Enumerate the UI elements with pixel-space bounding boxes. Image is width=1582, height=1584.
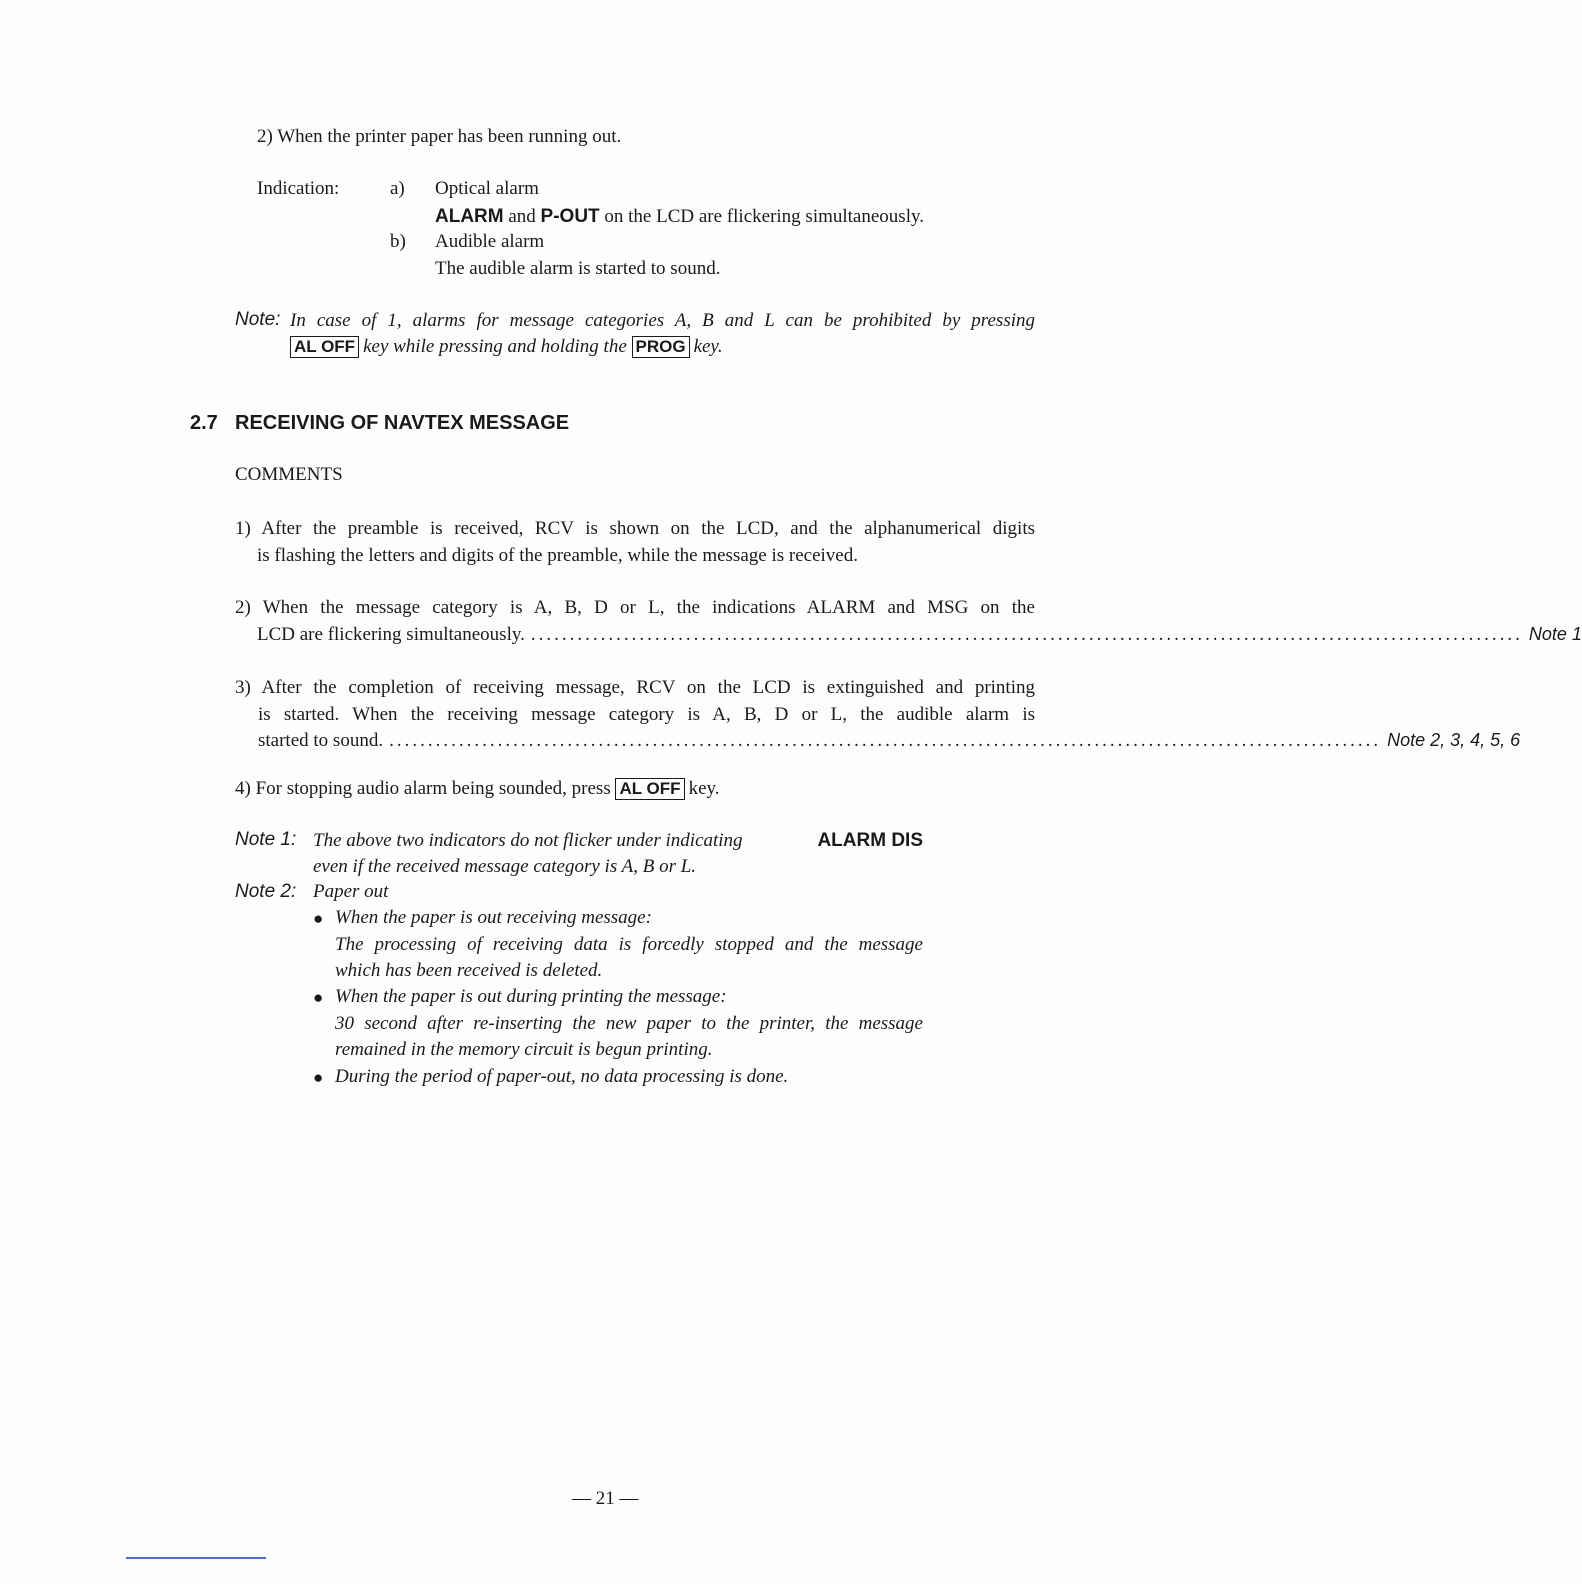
note-1-line-1 bbox=[313, 830, 923, 852]
section-number: 2.7 bbox=[190, 412, 218, 434]
bullet-dot-icon: ● bbox=[313, 1068, 324, 1087]
audible-alarm-title: Audible alarm bbox=[435, 231, 545, 252]
comment-1-line-2: is flashing the letters and digits of the preamble, while the message is received. bbox=[257, 545, 858, 566]
alarm-indicator: ALARM bbox=[435, 206, 504, 227]
bullet-3-line-1: During the period of paper-out, no data processing is done. bbox=[335, 1066, 789, 1087]
section-title: RECEIVING OF NAVTEX MESSAGE bbox=[235, 412, 570, 434]
note-1-line-2: even if the received message category is A, B or L. bbox=[313, 856, 697, 877]
comment-3-line-1: 3) After the completion of receiving message, RCV on the LCD is extinguished and printing bbox=[235, 677, 1035, 698]
alarm-dis-indicator: ALARM DIS bbox=[817, 830, 923, 851]
comment-3-text: started to sound. bbox=[258, 730, 384, 751]
note-line-1: In case of 1, alarms for message categories A, B and L can be prohibited by pressing bbox=[290, 310, 1035, 331]
bullet-2-line-2: 30 second after re-inserting the new paper to the printer, the message bbox=[335, 1013, 923, 1034]
comment-3-line-3 bbox=[258, 730, 1521, 752]
bullet-1-line-3: which has been received is deleted. bbox=[335, 960, 603, 981]
notes-2-6-ref: Note 2, 3, 4, 5, 6 bbox=[1387, 730, 1521, 750]
note-2-title: Paper out bbox=[313, 881, 389, 902]
audible-alarm-text: The audible alarm is started to sound. bbox=[435, 258, 721, 279]
bullet-dot-icon: ● bbox=[313, 909, 324, 928]
bullet-2-line-3: remained in the memory circuit is begun printing. bbox=[335, 1039, 713, 1060]
leader-dots: ................................................................................................................................ bbox=[530, 624, 1523, 645]
label-a: a) bbox=[390, 178, 405, 199]
optical-alarm-text bbox=[435, 206, 924, 228]
prog-key: PROG bbox=[632, 336, 690, 358]
optical-alarm-rest: on the LCD are flickering simultaneously. bbox=[604, 206, 924, 227]
page-number: — 21 — bbox=[572, 1488, 639, 1509]
note-2-label: Note 2: bbox=[235, 881, 297, 902]
comment-4-pre: 4) For stopping audio alarm being sounded, press bbox=[235, 778, 611, 799]
comment-2-text: LCD are flickering simultaneously. bbox=[257, 624, 525, 645]
indication-label: Indication: bbox=[257, 178, 340, 199]
comment-2-line-2 bbox=[257, 624, 1582, 646]
note-label: Note: bbox=[235, 309, 281, 330]
al-off-key: AL OFF bbox=[615, 778, 684, 800]
al-off-key: AL OFF bbox=[290, 336, 359, 358]
note-end-text: key. bbox=[693, 336, 723, 357]
comment-3-line-2: is started. When the receiving message category is A, B, D or L, the audible alarm is bbox=[258, 704, 1035, 725]
item-2: 2) When the printer paper has been running out. bbox=[257, 126, 622, 147]
comments-heading: COMMENTS bbox=[235, 464, 343, 485]
and-word: and bbox=[508, 206, 536, 227]
optical-alarm-title: Optical alarm bbox=[435, 178, 539, 199]
comment-4-post: key. bbox=[688, 778, 720, 799]
bullet-1-line-1: When the paper is out receiving message: bbox=[335, 907, 652, 928]
comment-2-line-1: 2) When the message category is A, B, D or L, the indications ALARM and MSG on the bbox=[235, 597, 1035, 618]
pout-indicator: P-OUT bbox=[540, 206, 600, 227]
comment-4 bbox=[235, 778, 720, 800]
footer-divider bbox=[126, 1557, 266, 1559]
note-line-2 bbox=[290, 336, 723, 358]
note-1-text: The above two indicators do not flicker under indicating bbox=[313, 830, 743, 851]
bullet-dot-icon: ● bbox=[313, 988, 324, 1007]
note-1-ref: Note 1 bbox=[1528, 624, 1582, 644]
bullet-2-line-1: When the paper is out during printing the message: bbox=[335, 986, 727, 1007]
leader-dots: ................................................................................................................................ bbox=[389, 730, 1382, 751]
label-b: b) bbox=[390, 231, 406, 252]
bullet-1-line-2: The processing of receiving data is forcedly stopped and the message bbox=[335, 934, 923, 955]
note-1-label: Note 1: bbox=[235, 829, 297, 850]
note-mid-text: key while pressing and holding the bbox=[363, 336, 627, 357]
comment-1-line-1: 1) After the preamble is received, RCV is shown on the LCD, and the alphanumerical digits bbox=[235, 518, 1035, 539]
